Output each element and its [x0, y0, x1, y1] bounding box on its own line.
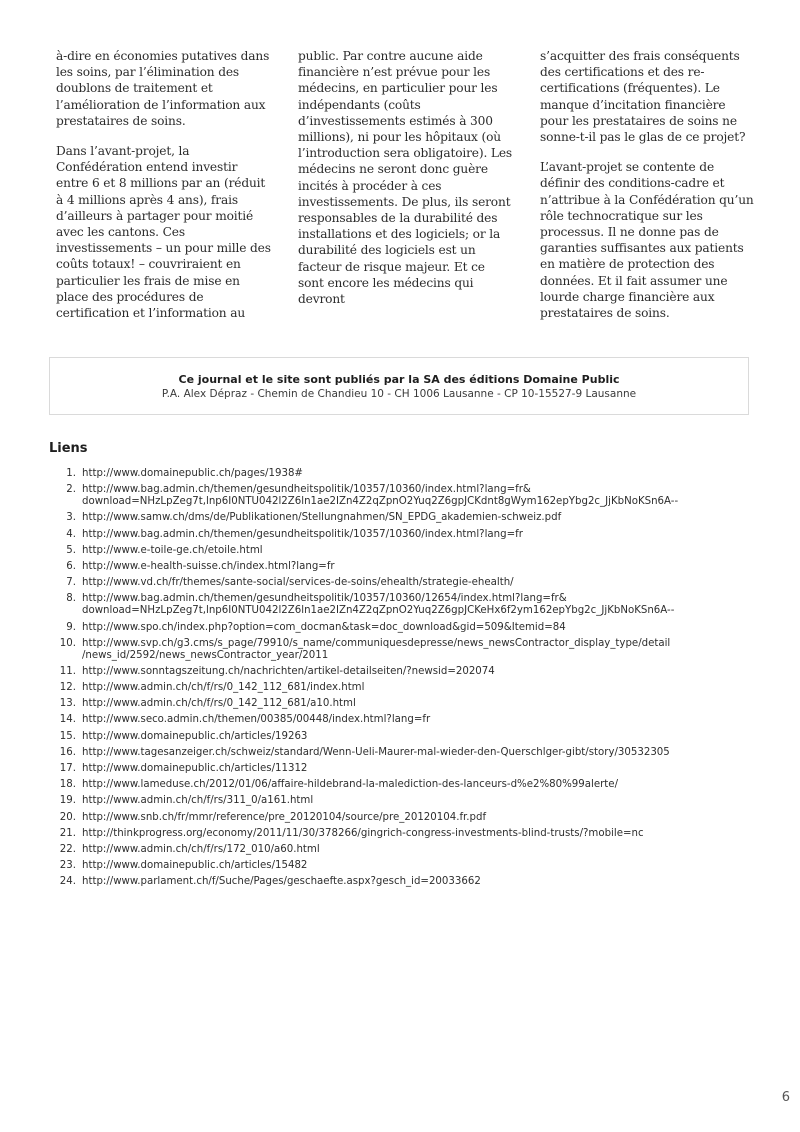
link-item — [49, 468, 769, 480]
paragraph: à-dire en économies putatives dans les soins, par l’élimination des doublons de traitement et l’amélioration de l’information aux prestataires de soins. — [56, 49, 270, 128]
link-number: 21. — [59, 827, 76, 839]
link-item — [49, 529, 769, 541]
paragraph: s’acquitter des frais conséquents des certifications et des re-certifications (fréquentes). Le manque d’incitation financière pour les prestataires de soins ne sonne-t-il pas le glas de ce projet? — [540, 49, 746, 145]
link-url[interactable]: http://www.tagesanzeiger.ch/schweiz/standard/Wenn-Ueli-Maurer-mal-wieder-den-Querschlger-gibt/story/30532305 — [82, 746, 670, 758]
link-number: 23. — [59, 860, 76, 872]
link-number: 18. — [59, 779, 76, 791]
links-heading: Liens — [49, 441, 88, 456]
colophon-title: Ce journal et le site sont publiés par la SA des éditions Domaine Public — [178, 373, 620, 386]
link-number: 7. — [66, 577, 76, 589]
article-column-1 — [56, 48, 272, 335]
link-item — [49, 828, 769, 840]
publisher-colophon — [49, 357, 749, 415]
link-item — [49, 512, 769, 524]
link-number: 13. — [59, 698, 76, 710]
link-url[interactable]: http://www.parlament.ch/f/Suche/Pages/geschaefte.aspx?gesch_id=20033662 — [82, 876, 481, 888]
paragraph: L’avant-projet se contente de définir des conditions-cadre et n’attribue à la Confédération qu’un rôle technocratique sur les processus. Il ne donne pas de garanties suffisantes aux patients en matière de protection des données. Et il fait assumer une lourde charge financière aux prestataires de soins. — [540, 160, 754, 321]
link-item — [49, 731, 769, 743]
paragraph: Dans l’avant-projet, la Confédération entend investir entre 6 et 8 millions par an (réduit à 4 millions après 4 ans), frais d’ailleurs à partager pour moitié avec les cantons. Ces investissements – un pour mille des coûts totaux! – couvriraient en particulier les frais de mise en place des procédures de certification et l’information au — [56, 144, 271, 321]
link-url[interactable]: http://www.admin.ch/ch/f/rs/172_010/a60.html — [82, 843, 320, 855]
link-url[interactable]: http://www.bag.admin.ch/themen/gesundheitspolitik/10357/10360/12654/index.html?lang=fr& download=NHzLpZeg7t,lnp6I0NTU042l2Z6ln1ae2IZn4Z2qZpnO2Yuq2Z6gpJCKeHx6f2ym162epYbg2c_JjKbNoKSn6A-- — [82, 593, 675, 617]
article-columns — [56, 48, 756, 335]
paragraph: public. Par contre aucune aide financière n’est prévue pour les médecins, en particulier pour les indépendants (coûts d’investissements estimés à 300 millions), ni pour les hôpitaux (où l’introduction sera obligatoire). Les médecins ne seront donc guère incités à procéder à ces investissements. De plus, ils seront responsables de la durabilité des installations et des logiciels; or la durabilité des logiciels est un facteur de risque majeur. Et ce sont encore les médecins qui devront — [298, 49, 513, 307]
link-item — [49, 622, 769, 634]
link-item — [49, 763, 769, 775]
article-column-2 — [298, 48, 514, 335]
link-url[interactable]: http://www.e-toile-ge.ch/etoile.html — [82, 544, 263, 556]
link-item — [49, 666, 769, 678]
link-number: 19. — [59, 795, 76, 807]
link-url[interactable]: http://www.domainepublic.ch/pages/1938# — [82, 468, 303, 479]
link-url[interactable]: http://www.sonntagszeitung.ch/nachrichten/artikel-detailseiten/?newsid=202074 — [82, 665, 495, 677]
link-number: 10. — [59, 637, 76, 649]
link-item — [49, 844, 769, 856]
article-column-3 — [540, 48, 756, 335]
link-item — [49, 812, 769, 824]
link-item — [49, 484, 769, 508]
link-url[interactable]: http://www.spo.ch/index.php?option=com_docman&task=doc_download&gid=509&Itemid=84 — [82, 621, 566, 633]
link-item — [49, 795, 769, 807]
link-number: 6. — [66, 560, 76, 572]
link-item — [49, 747, 769, 759]
link-number: 14. — [59, 714, 76, 726]
links-list — [49, 468, 769, 893]
link-url[interactable]: http://www.svp.ch/g3.cms/s_page/79910/s_name/communiquesdepresse/news_newsContractor_display_type/detail /news_id/2592/news_newsContractor_year/2011 — [82, 637, 671, 661]
link-url[interactable]: http://www.samw.ch/dms/de/Publikationen/Stellungnahmen/SN_EPDG_akademien-schweiz.pdf — [82, 512, 562, 524]
link-number: 9. — [66, 621, 76, 633]
link-number: 20. — [59, 811, 76, 823]
link-url[interactable]: http://www.snb.ch/fr/mmr/reference/pre_20120104/source/pre_20120104.fr.pdf — [82, 811, 487, 823]
link-url[interactable]: http://www.seco.admin.ch/themen/00385/00448/index.html?lang=fr — [82, 714, 431, 726]
link-url[interactable]: http://www.vd.ch/fr/themes/sante-social/services-de-soins/ehealth/strategie-ehealth/ — [82, 577, 514, 589]
link-item — [49, 698, 769, 710]
link-url[interactable]: http://www.lameduse.ch/2012/01/06/affaire-hildebrand-la-malediction-des-lanceurs-d%e2%80%99alerte/ — [82, 779, 618, 791]
link-url[interactable]: http://www.admin.ch/ch/f/rs/0_142_112_681/a10.html — [82, 698, 356, 710]
link-number: 3. — [66, 512, 76, 524]
link-url[interactable]: http://thinkprogress.org/economy/2011/11/30/378266/gingrich-congress-investments-blind-trusts/?mobile=nc — [82, 827, 644, 839]
link-number: 12. — [59, 682, 76, 694]
link-number: 11. — [59, 665, 76, 677]
link-number: 24. — [59, 876, 76, 888]
link-item — [49, 860, 769, 872]
link-item — [49, 593, 769, 617]
link-number: 1. — [66, 468, 76, 479]
link-url[interactable]: http://www.e-health-suisse.ch/index.html?lang=fr — [82, 560, 335, 572]
link-item — [49, 638, 769, 662]
link-item — [49, 545, 769, 557]
colophon-address: P.A. Alex Dépraz - Chemin de Chandieu 10 - CH 1006 Lausanne - CP 10-15527-9 Lausanne — [161, 388, 637, 400]
link-url[interactable]: http://www.bag.admin.ch/themen/gesundheitspolitik/10357/10360/index.html?lang=fr& download=NHzLpZeg7t,lnp6I0NTU042l2Z6ln1ae2IZn4Z2qZpnO2Yuq2Z6gpJCKdnt8gWym162epYbg2c_JjKbNoKSn6A-- — [82, 484, 679, 508]
link-url[interactable]: http://www.domainepublic.ch/articles/11312 — [82, 763, 308, 774]
link-item — [49, 779, 769, 791]
link-number: 15. — [59, 730, 76, 742]
link-item — [49, 577, 769, 589]
page-number: 6 — [781, 1090, 790, 1105]
link-url[interactable]: http://www.domainepublic.ch/articles/15482 — [82, 860, 308, 872]
link-item — [49, 876, 769, 888]
link-number: 8. — [66, 593, 76, 605]
link-url[interactable]: http://www.admin.ch/ch/f/rs/311_0/a161.html — [82, 795, 314, 807]
link-url[interactable]: http://www.bag.admin.ch/themen/gesundheitspolitik/10357/10360/index.html?lang=fr — [82, 528, 523, 540]
link-item — [49, 682, 769, 694]
link-number: 22. — [59, 843, 76, 855]
link-number: 5. — [66, 544, 76, 556]
link-item — [49, 561, 769, 573]
link-number: 17. — [59, 763, 76, 774]
link-item — [49, 714, 769, 726]
link-url[interactable]: http://www.domainepublic.ch/articles/19263 — [82, 730, 308, 742]
link-number: 16. — [59, 746, 76, 758]
link-number: 2. — [66, 484, 76, 496]
link-number: 4. — [66, 528, 76, 540]
link-url[interactable]: http://www.admin.ch/ch/f/rs/0_142_112_681/index.html — [82, 682, 365, 694]
